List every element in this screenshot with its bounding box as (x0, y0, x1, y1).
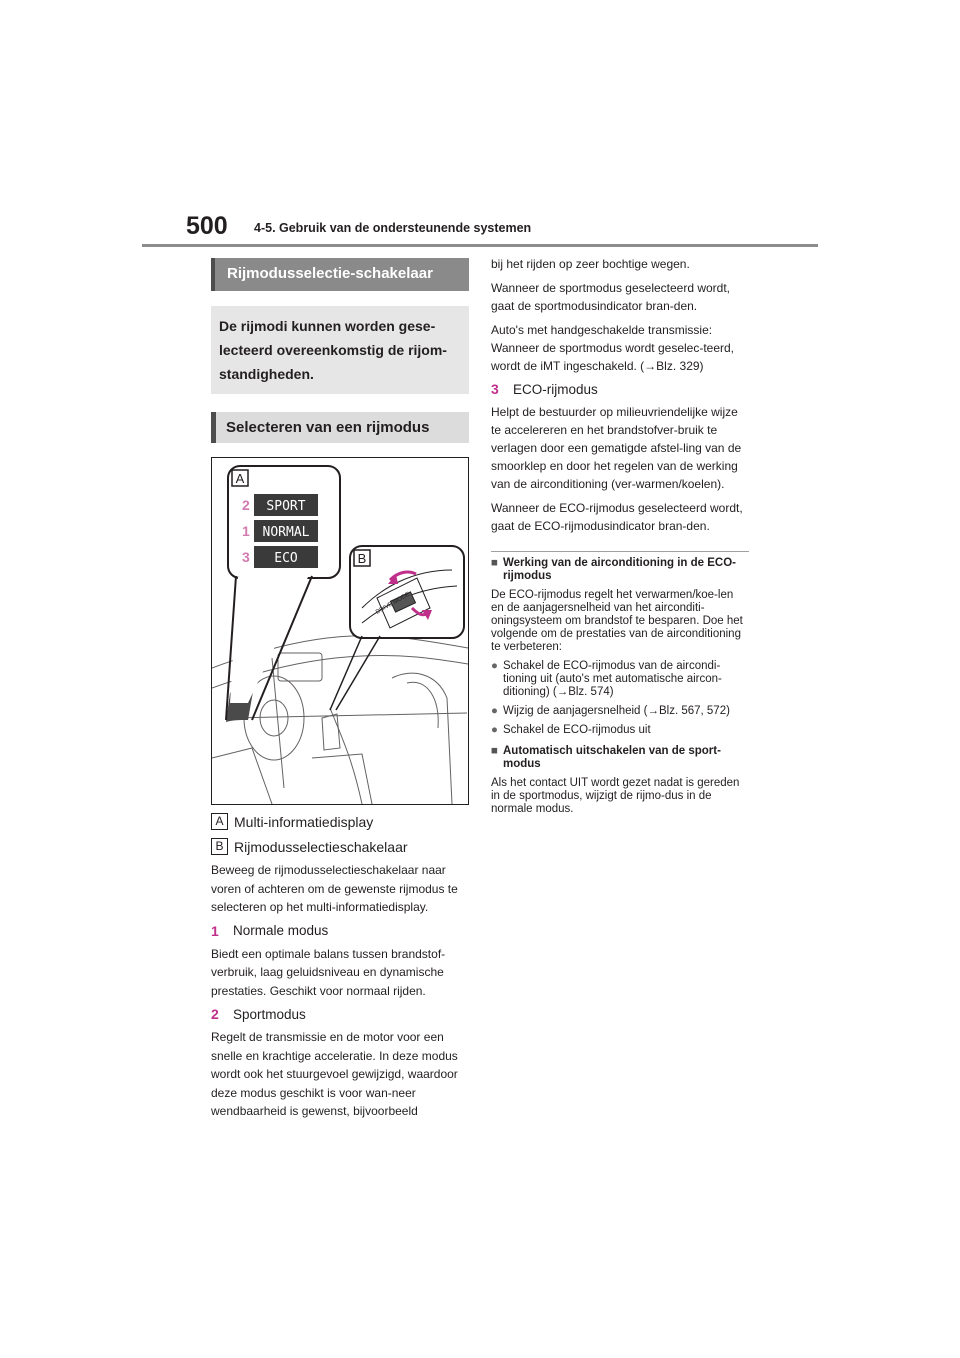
bullet-dot-icon: ● (491, 660, 498, 672)
sport-indicator-text: Wanneer de sportmodus geselecteerd wordt, gaat de sportmodusindicator bran-den. (491, 281, 731, 313)
chapter-title: 4-5. Gebruik van de ondersteunende systemen (254, 221, 532, 235)
square-bullet-icon: ■ (491, 745, 498, 757)
legend-text-b: Rijmodusselectieschakelaar (234, 838, 408, 855)
eco-indicator-text: Wanneer de ECO-rijmodus geselecteerd wordt, gaat de ECO-rijmodusindicator bran-den. (491, 501, 743, 533)
header-rule (142, 244, 818, 247)
mode-eco-heading (491, 381, 749, 397)
mode-label-normal: NORMAL (262, 525, 310, 540)
mode-eco-title: ECO-rijmodus (513, 381, 598, 397)
mode-label-sport: SPORT (266, 499, 306, 514)
mode-sport-text: Regelt de transmissie en de motor voor een snelle en krachtige acceleratie. In deze modus wordt ook het stuurgevoel gewijzigd, waardoor deze modus geschikt is voor wan-neer wendbaarheid is gewenst, bijvoorbeeld (211, 1030, 458, 1118)
aircon-bullet-2 (491, 705, 749, 718)
section-title-select: Selecteren van een rijmodus (211, 412, 469, 443)
legend-box-a: A (211, 813, 228, 830)
aircon-eco-title: Werking van de airconditioning in de ECO-rijmodus (503, 557, 737, 582)
intro-box: De rijmodi kunnen worden gese-lecteerd overeenkomstig de rijom-standigheden. (211, 306, 469, 394)
sport-off-title: Automatisch uitschakelen van de sport-modus (503, 745, 721, 770)
legend-a (211, 813, 469, 830)
figure-label-a: A (235, 471, 245, 486)
aircon-bullet-1-text: Schakel de ECO-rijmodus van de aircondi-tioning uit (auto's met automatische aircon-ditioning) (→Blz. 574) (503, 660, 722, 698)
aircon-eco-text: De ECO-rijmodus regelt het verwarmen/koe-len en de aanjagersnelheid van het airconditi-oningsysteem om brandstof te besparen. Doe het volgende om de prestaties van de airconditioning te verbeteren: (491, 589, 743, 653)
legend-text-a: Multi-informatiedisplay (234, 813, 374, 830)
aircon-bullet-3-text: Schakel de ECO-rijmodus uit (503, 724, 651, 736)
select-instruction: Beweeg de rijmodusselectieschakelaar naar voren of achteren om de gewenste rijmodus te selecteren op het multi-informatiedisplay. (211, 863, 458, 914)
legend-b (211, 838, 469, 855)
sport-continuation: bij het rijden op zeer bochtige wegen. (491, 257, 690, 271)
mode-num-eco: 3 (242, 549, 250, 565)
drive-mode-illustration (211, 457, 469, 805)
figure-label-b: B (357, 551, 367, 566)
notes-divider (491, 551, 749, 552)
aircon-bullet-2-text: Wijzig de aanjagersnelheid (→Blz. 567, 572) (503, 705, 730, 717)
bullet-dot-icon: ● (491, 724, 498, 736)
right-column (491, 258, 749, 816)
sport-off-text: Als het contact UIT wordt gezet nadat is gereden in de sportmodus, wijzigt de rijmo-dus in de normale modus. (491, 777, 740, 815)
mode-sport-num: 2 (211, 1006, 219, 1022)
imt-text: Auto's met handgeschakelde transmissie: Wanneer de sportmodus wordt geselec-teerd, wordt de iMT ingeschakeld. (→Blz. 329) (491, 323, 735, 373)
mode-normal-title: Normale modus (233, 923, 329, 938)
left-column (211, 258, 469, 1121)
mode-normal-text: Biedt een optimale balans tussen brandstof-verbruik, laag geluidsniveau en dynamische prestaties. Geschikt voor normaal rijden. (211, 946, 446, 998)
mode-eco-text: Helpt de bestuurder op milieuvriendelijke wijze te accelereren en het brandstofver-bruik te verlagen door een gematigde afstel-ling van de smoorklep en door het regelen van de werking van de airconditioning (ver-warmen/koelen). (491, 405, 742, 491)
bullet-dot-icon: ● (491, 705, 498, 717)
sport-off-heading (491, 745, 749, 771)
mode-sport-heading (211, 1006, 469, 1022)
mode-num-normal: 1 (242, 523, 250, 539)
legend-box-b: B (211, 838, 228, 855)
aircon-bullet-3 (491, 724, 749, 737)
aircon-bullet-1 (491, 660, 749, 699)
mode-num-sport: 2 (242, 497, 250, 513)
switch-label: DRIVE MODE (375, 591, 411, 616)
mode-label-eco: ECO (274, 551, 298, 566)
mode-normal-num: 1 (211, 922, 219, 939)
aircon-eco-heading (491, 557, 749, 583)
mode-sport-title: Sportmodus (233, 1006, 306, 1022)
square-bullet-icon: ■ (491, 557, 498, 569)
mode-normal-heading (211, 923, 469, 939)
mode-eco-num: 3 (491, 381, 499, 397)
section-title-switch: Rijmodusselectie-schakelaar (211, 258, 469, 291)
figure-svg (212, 458, 468, 804)
page-number: 500 (186, 212, 228, 240)
